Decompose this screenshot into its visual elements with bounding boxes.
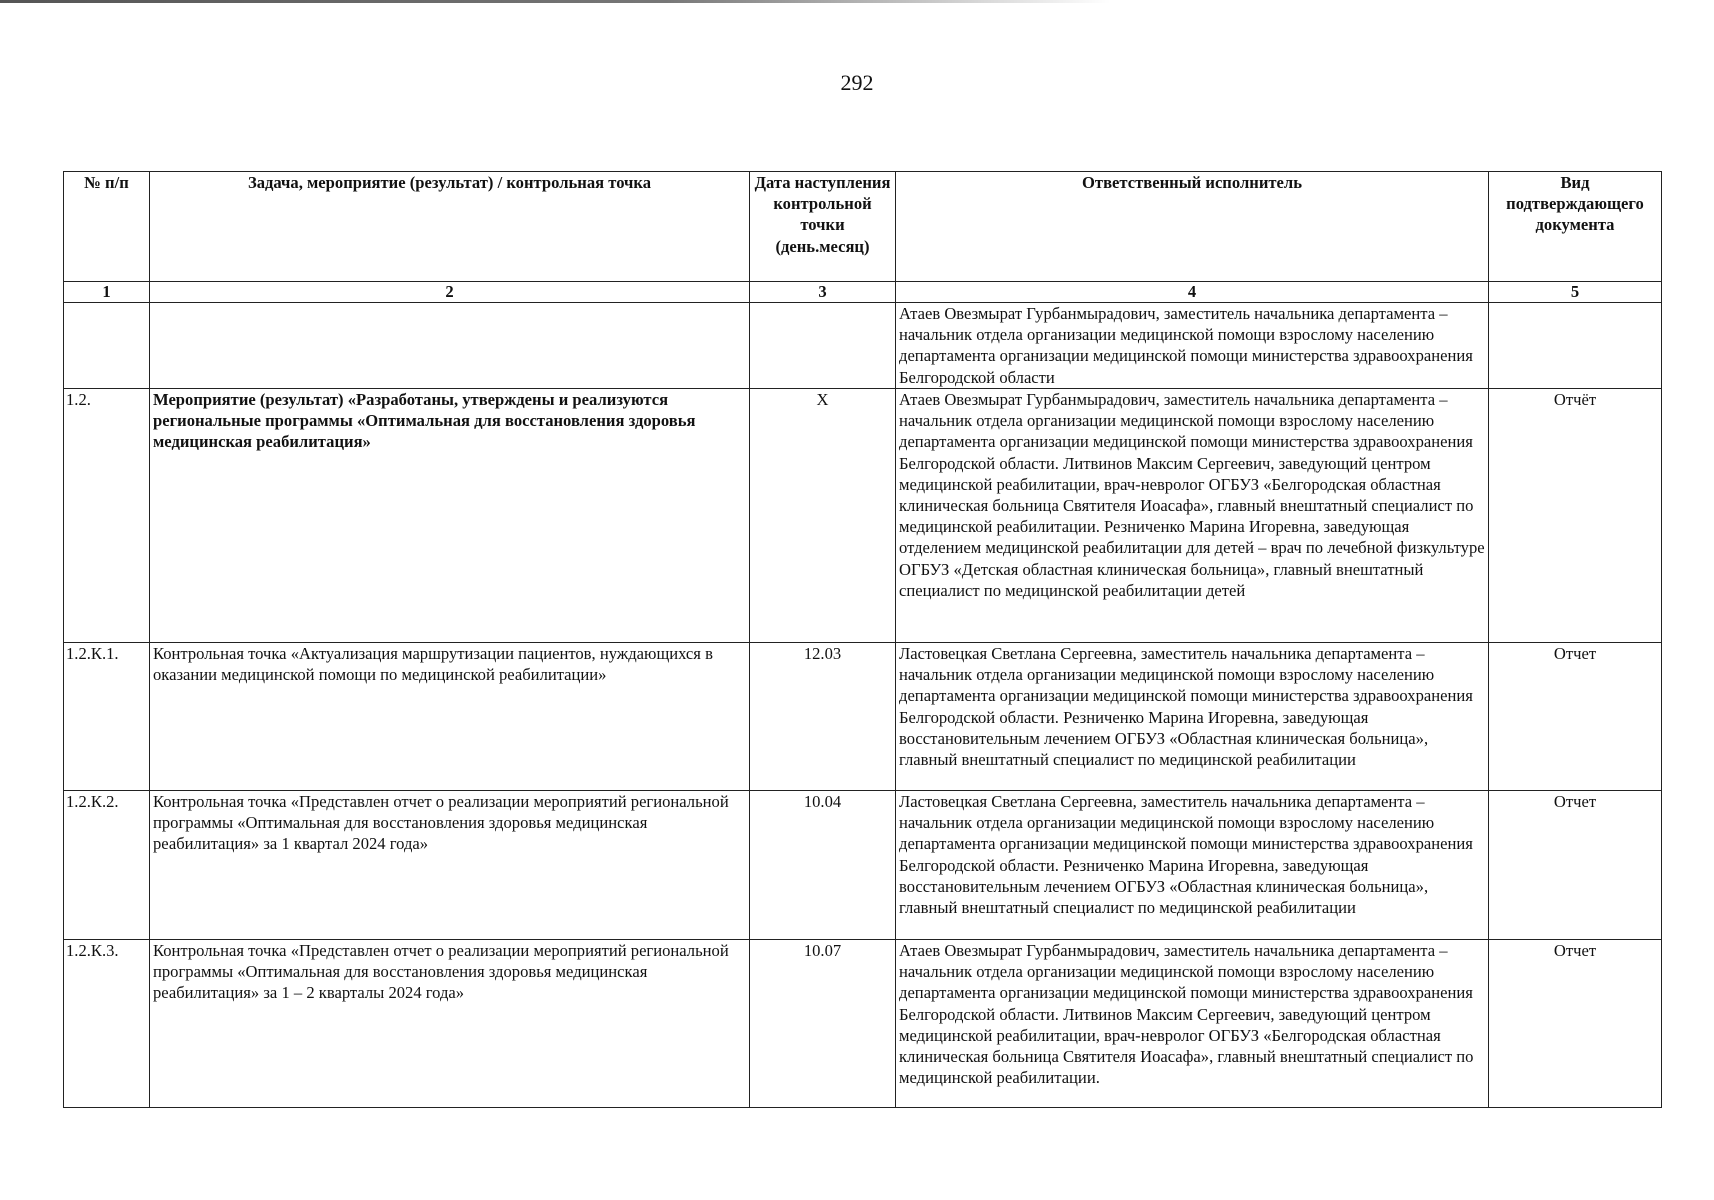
table-row (64, 303, 1662, 389)
scan-edge-line (0, 0, 1110, 3)
row-number (64, 303, 150, 389)
table-row (64, 791, 1662, 940)
row-number: 1.2.К.2. (64, 791, 150, 940)
row-responsible: Ластовецкая Светлана Сергеевна, заместитель начальника департамента – начальник отдела организации медицинской помощи взрослому населению департамента организации медицинской помощи министерства здравоохранения Белгородской области. Резниченко Марина Игоревна, заведующая восстановительным лечением ОГБУЗ «Областная клиническая больница», главный внештатный специалист по медицинской реабилитации (896, 791, 1489, 940)
header-number: № п/п (64, 172, 150, 282)
plan-table (63, 171, 1662, 1108)
row-date: 12.03 (750, 643, 896, 791)
row-document (1489, 303, 1662, 389)
column-number: 3 (750, 282, 896, 303)
page-number: 292 (840, 70, 874, 95)
row-date: 10.07 (750, 940, 896, 1108)
row-number: 1.2.К.1. (64, 643, 150, 791)
row-date: X (750, 389, 896, 643)
header-responsible: Ответственный исполнитель (896, 172, 1489, 282)
row-responsible: Атаев Овезмырат Гурбанмырадович, заместитель начальника департамента – начальник отдела организации медицинской помощи взрослому населению департамента организации медицинской помощи министерства здравоохранения Белгородской области. Литвинов Максим Сергеевич, заведующий центром медицинской реабилитации, врач-невролог ОГБУЗ «Белгородская областная клиническая больница Святителя Иоасафа», главный внештатный специалист по медицинской реабилитации. (896, 940, 1489, 1108)
row-number: 1.2. (64, 389, 150, 643)
row-task: Контрольная точка «Представлен отчет о реализации мероприятий региональной программы «Оптимальная для восстановления здоровья медицинская реабилитация» за 1 – 2 кварталы 2024 года» (150, 940, 750, 1108)
header-document: Вид подтверждающего документа (1489, 172, 1662, 282)
table-header-row (64, 172, 1662, 282)
header-task: Задача, мероприятие (результат) / контрольная точка (150, 172, 750, 282)
row-date: 10.04 (750, 791, 896, 940)
row-document: Отчет (1489, 643, 1662, 791)
row-date (750, 303, 896, 389)
header-date: Дата наступления контрольной точки (день.месяц) (750, 172, 896, 282)
column-number: 5 (1489, 282, 1662, 303)
row-responsible: Ластовецкая Светлана Сергеевна, заместитель начальника департамента – начальник отдела организации медицинской помощи взрослому населению департамента организации медицинской помощи министерства здравоохранения Белгородской области. Резниченко Марина Игоревна, заведующая восстановительным лечением ОГБУЗ «Областная клиническая больница», главный внештатный специалист по медицинской реабилитации (896, 643, 1489, 791)
row-responsible: Атаев Овезмырат Гурбанмырадович, заместитель начальника департамента – начальник отдела организации медицинской помощи взрослому населению департамента организации медицинской помощи министерства здравоохранения Белгородской области. Литвинов Максим Сергеевич, заведующий центром медицинской реабилитации, врач-невролог ОГБУЗ «Белгородская областная клиническая больница Святителя Иоасафа», главный внештатный специалист по медицинской реабилитации. Резниченко Марина Игоревна, заведующая отделением медицинской реабилитации для детей – врач по лечебной физкультуре ОГБУЗ «Детская областная клиническая больница», главный внештатный специалист по медицинской реабилитации детей (896, 389, 1489, 643)
row-task: Контрольная точка «Представлен отчет о реализации мероприятий региональной программы «Оптимальная для восстановления здоровья медицинская реабилитация» за 1 квартал 2024 года» (150, 791, 750, 940)
table-row (64, 389, 1662, 643)
column-number: 4 (896, 282, 1489, 303)
table-row (64, 940, 1662, 1108)
row-task: Мероприятие (результат) «Разработаны, утверждены и реализуются региональные программы «Оптимальная для восстановления здоровья медицинская реабилитация» (150, 389, 750, 643)
row-responsible: Атаев Овезмырат Гурбанмырадович, заместитель начальника департамента – начальник отдела организации медицинской помощи взрослому населению департамента организации медицинской помощи министерства здравоохранения Белгородской области (896, 303, 1489, 389)
table-row (64, 643, 1662, 791)
column-number: 1 (64, 282, 150, 303)
row-number: 1.2.К.3. (64, 940, 150, 1108)
row-document: Отчёт (1489, 389, 1662, 643)
row-document: Отчет (1489, 791, 1662, 940)
row-document: Отчет (1489, 940, 1662, 1108)
row-task (150, 303, 750, 389)
row-task: Контрольная точка «Актуализация маршрутизации пациентов, нуждающихся в оказании медицинской помощи по медицинской реабилитации» (150, 643, 750, 791)
column-number-row (64, 282, 1662, 303)
column-number: 2 (150, 282, 750, 303)
